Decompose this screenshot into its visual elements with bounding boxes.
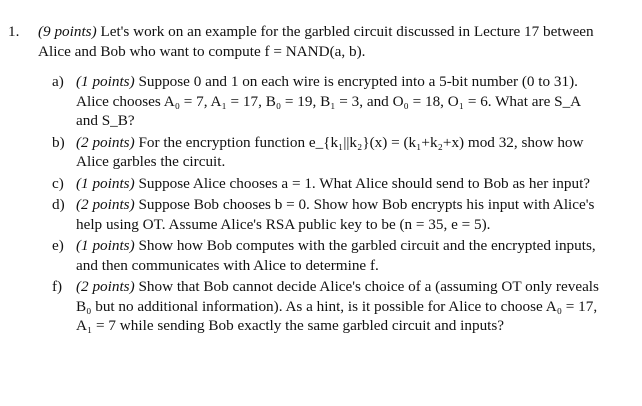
part-points: (2 points) [76,133,135,151]
part-points: (2 points) [76,278,135,295]
part-text: For the encryption function e_{k₁||k₂}(x) = (k₁+k₂+x) mod 32, show how Alice garbles the circuit. [76,133,584,170]
part-text: Suppose 0 and 1 on each wire is encrypted into a 5-bit number (0 to 31). Alice chooses A₀ = 7, A₁ = 17, B₀ = 19, B₁ = 3, and O₀ = 18, O₁ = 6. What are S_A and S_B? [76,73,581,129]
part-label: e) [52,237,64,254]
part-e [52,236,600,275]
part-points: (2 points) [76,196,135,213]
part-text: Suppose Alice chooses a = 1. What Alice should send to Bob as her input? [138,174,591,192]
part-d [52,195,600,234]
part-label: c) [52,174,64,192]
problem-points: (9 points) [38,23,97,40]
part-a [52,72,600,131]
part-text: Show that Bob cannot decide Alice's choice of a (assuming OT only reveals B₀ but no additional information). As a hint, is it possible for Alice to choose A₀ = 17, A₁ = 7 while sending Bob exactly the same garbled circuit and inputs? [76,278,599,334]
part-label: f) [52,278,63,295]
part-points: (1 points) [76,73,135,90]
part-f [52,277,600,336]
part-c [52,174,600,194]
parts-list [52,72,600,338]
part-b [52,133,600,172]
part-points: (1 points) [76,237,135,254]
problem-text: Let's work on an example for the garbled circuit discussed in Lecture 17 between Alice and Bob who want to compute f = NAND(a, b). [38,23,594,60]
part-points: (1 points) [76,174,135,192]
part-text: Suppose Bob chooses b = 0. Show how Bob encrypts his input with Alice's help using OT. Assume Alice's RSA public key to be (n = 35, e = 5). [76,196,595,233]
problem-1 [8,22,596,61]
part-label: b) [52,133,65,151]
part-label: a) [52,73,64,90]
part-text: Show how Bob computes with the garbled circuit and the encrypted inputs, and then communicates with Alice to determine f. [76,237,596,274]
part-label: d) [52,196,65,213]
problem-number: 1. [8,23,20,40]
